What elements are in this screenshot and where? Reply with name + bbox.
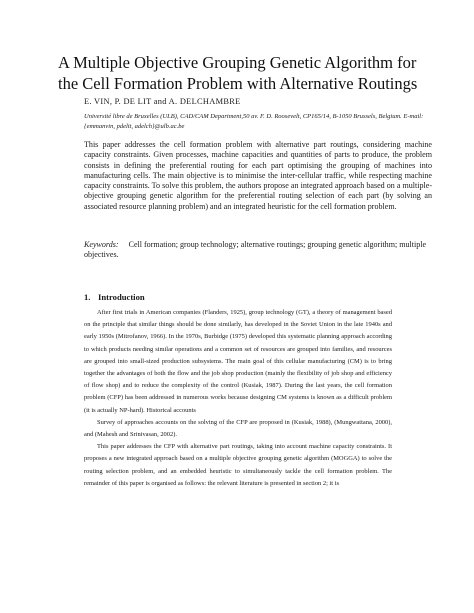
body-paragraph: This paper addresses the CFP with alternative part routings, taking into account machine capacity constraints. It proposes a new integrated approach based on a multiple objective grouping genetic algorithm (MOGGA) to solve the routing selection problem, and an embedded heuristic to simultaneously tackle the cell formation problem. The remainder of this paper is organised as follows: the relevant literature is presented in section 2; it is xyxy=(84,443,392,487)
section-title: Introduction xyxy=(98,292,145,302)
body-paragraph: Survey of approaches accounts on the solving of the CFP are proposed in (Kusiak, 1988), (Mungwattana, 2000), and (Mahesh and Srinivasan, 2002). xyxy=(84,418,392,439)
author-list: E. VIN, P. DE LIT and A. DELCHAMBRE xyxy=(84,97,241,106)
keywords-label: Keywords: xyxy=(84,240,119,249)
keywords xyxy=(84,240,434,261)
body-paragraph: After first trials in American companies (Flanders, 1925), group technology (GT), a theory of management based on the principle that similar things should be done similarly, has developed in the Soviet Union in the late 1940s and early 1950s (Mitrofanov, 1966). In the 1970s, Burbidge (1975) developed this systematic planning approach according to which products needing similar operations and a common set of resources are grouped into families, and resources are grouped into small-sized production subsystems. The main goal of this cellular manufacturing (CM) is to bring together the advantages of both the flow and the job shop production (mainly the flexibility of job shop and efficiency of flow shop) and to reduce the complexity of the control (Kusiak, 1987). During the last years, the cell formation problem (CFP) has been addressed in numerous works because designing CM systems is known as a difficult problem (it is actually NP-hard). Historical accounts xyxy=(84,309,392,414)
section-number: 1. xyxy=(84,292,91,302)
paper-title: A Multiple Objective Grouping Genetic Algorithm for the Cell Formation Problem with Alternative Routings xyxy=(58,53,418,93)
section-heading xyxy=(84,292,145,302)
affiliation: Université libre de Bruxelles (ULB), CAD/CAM Department,50 av. F. D. Roosevelt, CP165/14, B-1050 Brussels, Belgium. E-mail:{emmanvin, pdelit, adelch}@ulb.ac.be xyxy=(84,113,424,130)
keywords-list: Cell formation; group technology; alternative routings; grouping genetic algorithm; multiple objectives. xyxy=(84,240,427,260)
abstract: This paper addresses the cell formation problem with alternative part routings, considering machine capacity constraints. Given processes, machine capacities and quantities of parts to produce, the problem consists in defining the preferential routing for each part optimising the grouping of machines into manufacturing cells. The main objective is to minimise the inter-cellular traffic, while respecting machine capacity constraints. To solve this problem, the authors propose an integrated approach based on a multiple-objective grouping genetic algorithm for the preferential routing selection of each part (by solving an associated resource planning problem) and an integrated heuristic for the cell formation problem. xyxy=(84,140,432,211)
section-body xyxy=(84,307,392,490)
